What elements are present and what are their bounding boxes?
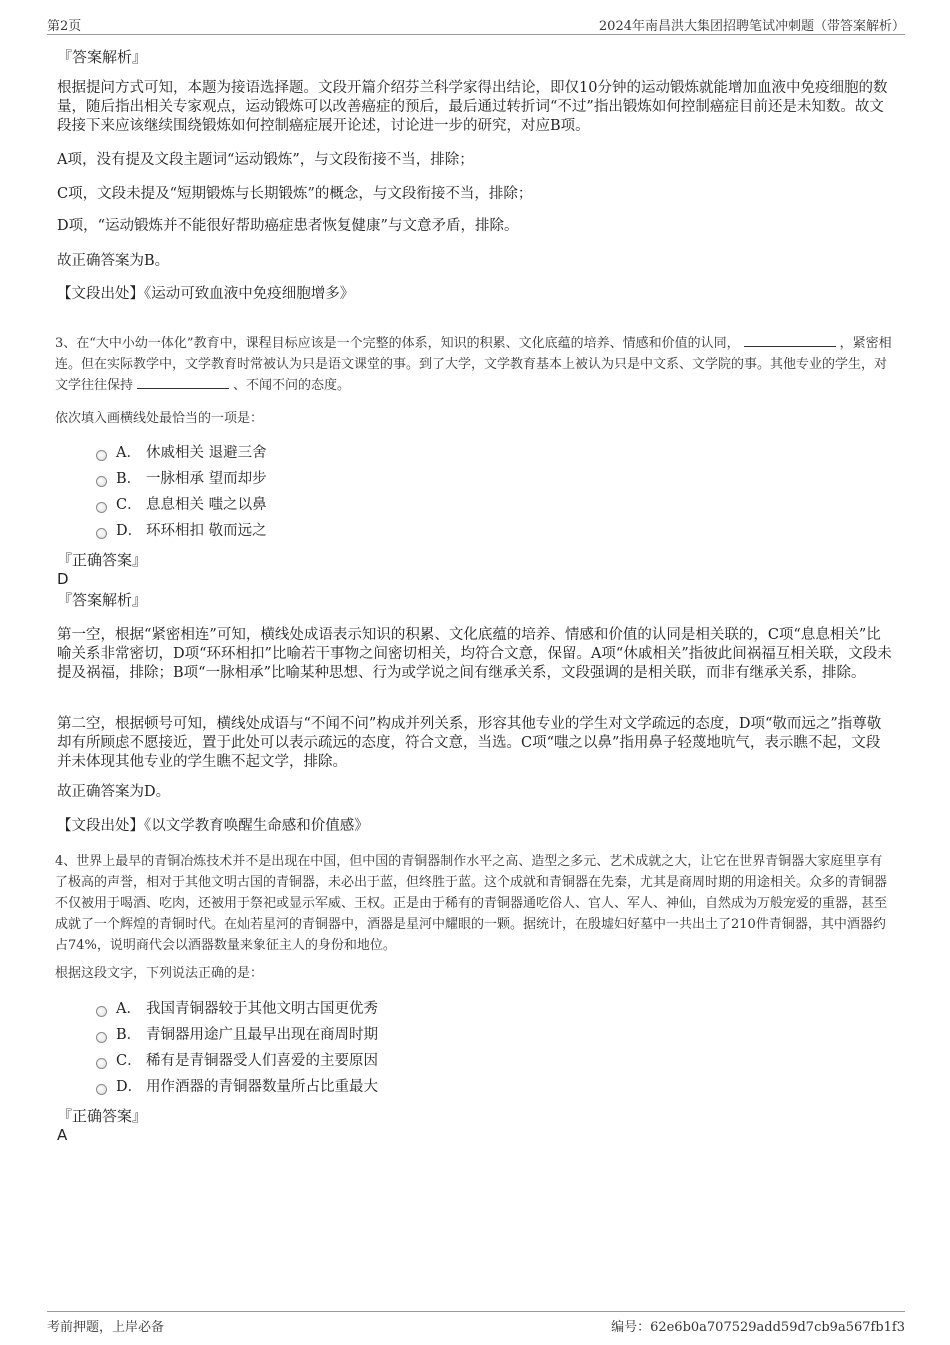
document-title: 2024年南昌洪大集团招聘笔试冲刺题（带答案解析） [598,19,905,34]
q3-stem-part3: 、不闻不问的态度。 [233,378,351,393]
radio-icon[interactable] [96,1006,107,1017]
q4-option-b[interactable]: B． 青铜器用途广且最早出现在商周时期 [96,1024,378,1046]
q3-option-a[interactable]: A． 休戚相关 退避三舍 [96,442,267,464]
q3-analysis-label: 『答案解析』 [57,591,148,609]
q3-stem-part1: 3、在“大中小幼一体化”教育中，课程目标应该是一个完整的体系，知识的积累、文化底蕴的培养、情感和价值的认同， [55,336,740,351]
q2-source: 【文段出处】《运动可致血液中免疫细胞增多》 [57,286,355,302]
q3-conclusion: 故正确答案为D。 [57,784,171,800]
q2-analysis-option-c: C项，文段未提及“短期锻炼与长期锻炼”的概念，与文段衔接不当，排除； [57,186,533,202]
q3-option-c[interactable]: C． 息息相关 嗤之以鼻 [96,494,267,516]
q2-analysis-option-d: D项，“运动锻炼并不能很好帮助癌症患者恢复健康”与文意矛盾，排除。 [57,218,519,234]
radio-icon[interactable] [96,1084,107,1095]
radio-icon[interactable] [96,502,107,513]
radio-icon[interactable] [96,1058,107,1069]
q2-analysis-label: 『答案解析』 [57,48,148,66]
q3-prompt: 依次填入画横线处最恰当的一项是： [55,411,264,426]
q3-blank-2 [137,375,229,389]
q2-conclusion: 故正确答案为B。 [57,253,170,269]
q3-stem [55,333,895,396]
q4-option-c[interactable]: C． 稀有是青铜器受人们喜爱的主要原因 [96,1050,378,1072]
page-header [47,12,905,35]
page-footer [47,1311,905,1336]
q2-analysis-option-a: A项，没有提及文段主题词“运动锻炼”，与文段衔接不当，排除； [57,152,474,168]
q3-stem-part2: ，紧密相连。但在实际教学中，文学教育时常被认为只是语文课堂的事。到了大学，文学教育基本上被认为只是中文系、文学院的事。其他专业的学生，对文学往往保持 [55,336,892,393]
page-number: 第2页 [47,19,82,34]
q3-analysis-paragraph-2: 第二空，根据顿号可知，横线处成语与“不闻不问”构成并列关系，形容其他专业的学生对文学疏远的态度，D项“敬而远之”指尊敬却有所顾虑不愿接近，置于此处可以表示疏远的态度，符合文意，当选。C项“嗤之以鼻”指用鼻子轻蔑地吭气，表示瞧不起，文段并未体现其他专业的学生瞧不起文学，排除。 [57,716,882,770]
q3-analysis-paragraph-1: 第一空，根据“紧密相连”可知，横线处成语表示知识的积累、文化底蕴的培养、情感和价值的认同是相关联的，C项“息息相关”比喻关系非常密切，D项“环环相扣”比喻若干事物之间密切相关，均符合文意，保留。A项“休戚相关”指彼此间祸福互相关联，文段未提及祸福，排除；B项“一脉相承”比喻某种思想、行为或学说之间有继承关系，文段强调的是相关联，而非有继承关系，排除。 [57,627,892,681]
radio-icon[interactable] [96,1032,107,1043]
radio-icon[interactable] [96,450,107,461]
radio-icon[interactable] [96,476,107,487]
q3-correct-answer: D [57,570,69,588]
q2-analysis-paragraph: 根据提问方式可知，本题为接语选择题。文段开篇介绍芬兰科学家得出结论，即仅10分钟的运动锻炼就能增加血液中免疫细胞的数量，随后指出相关专家观点，运动锻炼可以改善癌症的预后，最后通过转折词“不过”指出锻炼如何控制癌症目前还是未知数。故文段接下来应该继续围绕锻炼如何控制癌症展开论述，讨论进一步的研究，对应B项。 [57,80,888,134]
q3-blank-1 [744,333,836,347]
footer-serial-number: 编号：62e6b0a707529add59d7cb9a567fb1f3 [611,1320,905,1335]
q4-correct-answer: A [57,1126,68,1144]
q4-option-a[interactable]: A． 我国青铜器较于其他文明古国更优秀 [96,998,378,1020]
q4-option-d[interactable]: D． 用作酒器的青铜器数量所占比重最大 [96,1076,378,1098]
q3-source: 【文段出处】《以文学教育唤醒生命感和价值感》 [57,818,369,834]
radio-icon[interactable] [96,528,107,539]
q4-correct-label: 『正确答案』 [57,1107,148,1125]
q3-correct-label: 『正确答案』 [57,551,148,569]
q3-option-d[interactable]: D． 环环相扣 敬而远之 [96,520,267,542]
q4-stem: 4、世界上最早的青铜冶炼技术并不是出现在中国，但中国的青铜器制作水平之高、造型之多元、艺术成就之大，让它在世界青铜器大家庭里享有了极高的声誉，相对于其他文明古国的青铜器，未必出于蓝，但终胜于蓝。这个成就和青铜器在先秦，尤其是商周时期的用途相关。众多的青铜器不仅被用于喝酒、吃肉，还被用于祭祀或显示军威、王权。正是由于稀有的青铜器通吃俗人、官人、军人、神仙，自然成为万般宠爱的重器，甚至成就了一个辉煌的青铜时代。在灿若星河的青铜器中，酒器是星河中耀眼的一颗。据统计，在殷墟妇好墓中一共出土了210件青铜器，其中酒器约占74%，说明商代会以酒器数量来象征主人的身份和地位。 [55,854,888,953]
footer-slogan: 考前押题，上岸必备 [47,1320,165,1335]
q4-prompt: 根据这段文字，下列说法正确的是： [55,966,264,981]
q3-option-b[interactable]: B． 一脉相承 望而却步 [96,468,267,490]
